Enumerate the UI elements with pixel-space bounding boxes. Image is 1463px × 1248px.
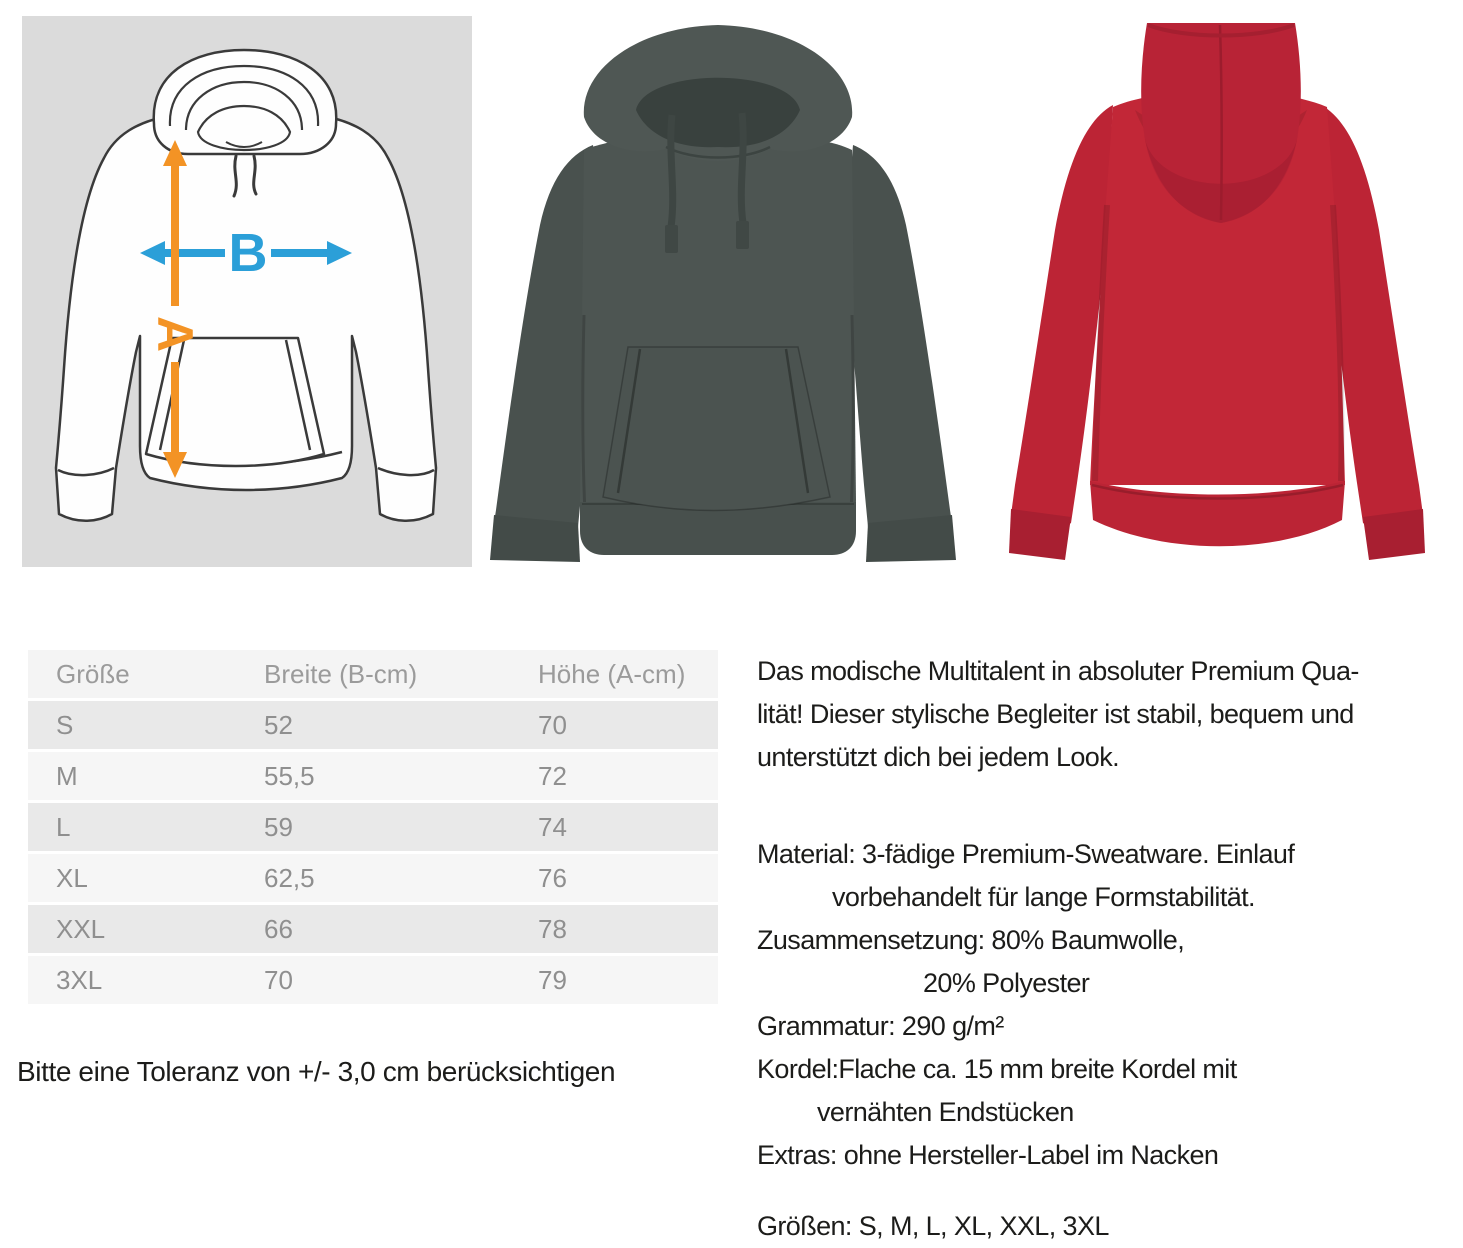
intro-line: unterstützt dich bei jedem Look. (757, 742, 1120, 772)
cell-size: S (56, 709, 74, 740)
spacer (757, 1177, 1463, 1205)
drawstring-left (234, 156, 236, 196)
table-row (28, 854, 718, 902)
table-row (28, 803, 718, 851)
hoodie-back-image (985, 15, 1455, 567)
tolerance-note: Bitte eine Toleranz von +/- 3,0 cm berücksichtigen (17, 1056, 616, 1087)
label-b: B (228, 223, 268, 283)
cell-size: M (56, 760, 78, 791)
cell-height: 74 (538, 811, 567, 842)
cell-size: 3XL (56, 964, 103, 995)
drawcord-left-tip (665, 225, 678, 253)
spacer (757, 779, 1463, 833)
product-photo-back[interactable] (985, 15, 1455, 567)
cell-height: 79 (538, 964, 567, 995)
cell-size: XXL (56, 913, 106, 944)
hoodie-outline-illustration (22, 16, 472, 567)
drawcord-right-tip (736, 221, 749, 249)
left-cuff (490, 515, 580, 562)
spec-line-extras: Extras: ohne Hersteller-Label im Nacken (757, 1140, 1219, 1170)
hem-band (1090, 481, 1345, 546)
column-header-height: Höhe (A-cm) (538, 658, 686, 689)
cell-width: 55,5 (264, 760, 315, 791)
column-header-size: Größe (56, 658, 130, 689)
spec-line-material: Material: 3-fädige Premium-Sweatware. Einlauf (757, 839, 1295, 869)
cell-height: 70 (538, 709, 567, 740)
sizes-line: Größen: S, M, L, XL, XXL, 3XL (757, 1211, 1109, 1241)
label-a: A (147, 315, 203, 353)
cell-height: 72 (538, 760, 567, 791)
column-header-width: Breite (B-cm) (264, 658, 418, 689)
spec-line-composition: Zusammensetzung: 80% Baumwolle, (757, 925, 1185, 955)
hoodie-front-image (488, 15, 958, 567)
right-sleeve (848, 145, 952, 533)
spec-line-grammage: Grammatur: 290 g/m² (757, 1011, 1004, 1041)
spec-line-cord-cont: vernähten Endstücken (817, 1097, 1074, 1127)
table-row (28, 956, 718, 1004)
table-row (28, 752, 718, 800)
size-table-header-row (28, 650, 718, 698)
right-cuff (866, 515, 956, 562)
spec-line-material-cont: vorbehandelt für lange Formstabilität. (832, 882, 1255, 912)
drawstring-right (254, 156, 256, 194)
left-cuff (1009, 509, 1071, 560)
drawcord-right (741, 113, 743, 223)
cell-width: 62,5 (264, 862, 315, 893)
cell-size: XL (56, 862, 88, 893)
cell-height: 76 (538, 862, 567, 893)
cell-size: L (56, 811, 71, 842)
spec-line-cord: Kordel:Flache ca. 15 mm breite Kordel mit (757, 1054, 1237, 1084)
size-table (28, 650, 718, 1004)
drawcord-left (671, 115, 673, 227)
cell-width: 52 (264, 709, 293, 740)
cell-height: 78 (538, 913, 567, 944)
intro-line: lität! Dieser stylische Begleiter ist stabil, bequem und (757, 699, 1354, 729)
intro-line: Das modische Multitalent in absoluter Premium Qua- (757, 656, 1359, 686)
table-row (28, 701, 718, 749)
table-row (28, 905, 718, 953)
product-description (757, 650, 1463, 1248)
cell-width: 59 (264, 811, 293, 842)
cell-width: 66 (264, 913, 293, 944)
right-cuff (1363, 509, 1425, 560)
product-photo-front[interactable] (488, 15, 958, 567)
spec-line-composition-cont: 20% Polyester (923, 968, 1090, 998)
size-measurement-diagram (22, 16, 472, 567)
cell-width: 70 (264, 964, 293, 995)
